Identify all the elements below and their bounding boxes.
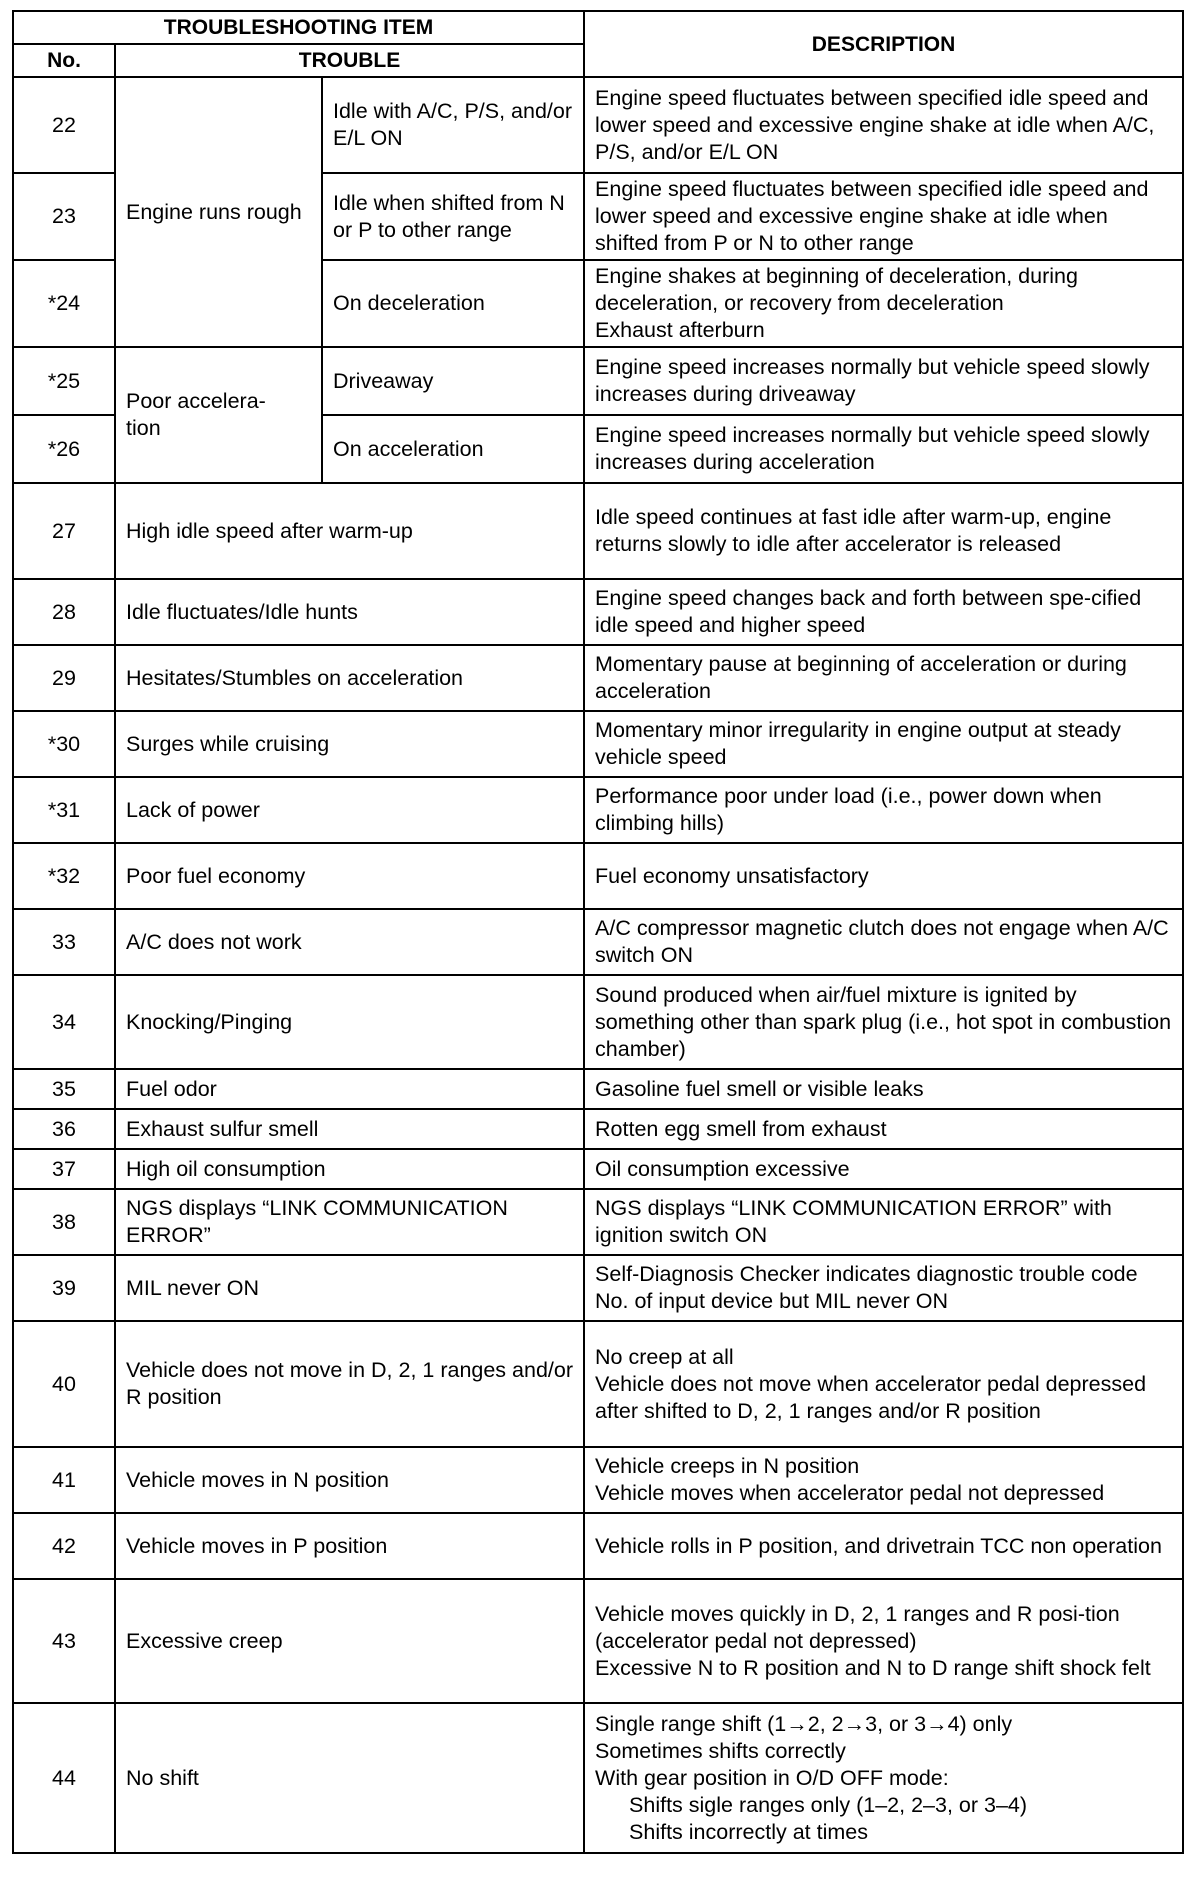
- description: [584, 579, 1183, 645]
- description-line: Engine speed increases normally but vehicle speed slowly increases during driveaway: [595, 355, 1150, 406]
- trouble: Surges while cruising: [115, 711, 584, 777]
- trouble-sub: Idle with A/C, P/S, and/or E/L ON: [322, 77, 584, 173]
- description: [584, 909, 1183, 975]
- row-number: 38: [13, 1189, 115, 1255]
- description-line: Oil consumption excessive: [595, 1156, 850, 1181]
- description-line: Engine speed fluctuates between specified idle speed and lower speed and excessive engine shake at idle when A/C, P/S, and/or E/L ON: [595, 85, 1155, 164]
- description: [584, 173, 1183, 260]
- description-line-indented: Shifts sigle ranges only (1–2, 2–3, or 3–4): [629, 1792, 1028, 1817]
- trouble: No shift: [115, 1703, 584, 1853]
- table-row: [13, 1149, 1183, 1189]
- description-line: Performance poor under load (i.e., power down when climbing hills): [595, 784, 1102, 835]
- description: [584, 483, 1183, 579]
- table-row: [13, 347, 1183, 415]
- row-number: 43: [13, 1579, 115, 1703]
- trouble: Exhaust sulfur smell: [115, 1109, 584, 1149]
- table-row: [13, 1109, 1183, 1149]
- trouble-sub: Idle when shifted from N or P to other range: [322, 173, 584, 260]
- description: [584, 1255, 1183, 1321]
- row-number: 40: [13, 1321, 115, 1447]
- row-number: 34: [13, 975, 115, 1069]
- description: [584, 1321, 1183, 1447]
- row-number: 22: [13, 77, 115, 173]
- table-row: [13, 1447, 1183, 1513]
- description-line: With gear position in O/D OFF mode:: [595, 1765, 949, 1790]
- row-number: 37: [13, 1149, 115, 1189]
- description: [584, 1069, 1183, 1109]
- row-number: *30: [13, 711, 115, 777]
- description-line: Engine speed changes back and forth between spe-cified idle speed and higher speed: [595, 586, 1142, 637]
- row-number: 29: [13, 645, 115, 711]
- description: [584, 1149, 1183, 1189]
- row-number: 23: [13, 173, 115, 260]
- description-line: Sound produced when air/fuel mixture is ignited by something other than spark plug (i.e., hot spot in combustion chamber): [595, 982, 1172, 1061]
- description-line: Vehicle creeps in N position: [595, 1454, 860, 1478]
- troubleshooting-table: [12, 10, 1184, 1854]
- table-row: [13, 1513, 1183, 1579]
- trouble: Hesitates/Stumbles on acceleration: [115, 645, 584, 711]
- trouble: High oil consumption: [115, 1149, 584, 1189]
- description-line: Self-Diagnosis Checker indicates diagnostic trouble code No. of input device but MIL never ON: [595, 1262, 1138, 1313]
- row-number: 44: [13, 1703, 115, 1853]
- description: [584, 975, 1183, 1069]
- row-number: *25: [13, 347, 115, 415]
- trouble: Fuel odor: [115, 1069, 584, 1109]
- description: [584, 1579, 1183, 1703]
- description-line: Vehicle moves quickly in D, 2, 1 ranges and R posi-tion (accelerator pedal not depressed): [595, 1601, 1120, 1653]
- row-number: 28: [13, 579, 115, 645]
- row-number: *24: [13, 260, 115, 347]
- row-number: 27: [13, 483, 115, 579]
- description-line: Engine shakes at beginning of deceleration, during deceleration, or recovery from deceleration: [595, 264, 1078, 315]
- row-number: *32: [13, 843, 115, 909]
- trouble-category: Poor accelera- tion: [115, 347, 322, 483]
- table-row: [13, 483, 1183, 579]
- trouble: Vehicle does not move in D, 2, 1 ranges and/or R position: [115, 1321, 584, 1447]
- trouble: Lack of power: [115, 777, 584, 843]
- description: [584, 1189, 1183, 1255]
- description-line: Fuel economy unsatisfactory: [595, 863, 869, 888]
- description-line: Engine speed increases normally but vehicle speed slowly increases during acceleration: [595, 423, 1150, 474]
- trouble: NGS displays “LINK COMMUNICATION ERROR”: [115, 1189, 584, 1255]
- description-line: Sometimes shifts correctly: [595, 1738, 846, 1763]
- description: [584, 1447, 1183, 1513]
- description-line: Single range shift (1→2, 2→3, or 3→4) only: [595, 1711, 1013, 1736]
- trouble: Excessive creep: [115, 1579, 584, 1703]
- description-line: Vehicle rolls in P position, and drivetrain TCC non operation: [595, 1533, 1162, 1558]
- description: [584, 77, 1183, 173]
- description: [584, 645, 1183, 711]
- header-row: [13, 11, 1183, 44]
- description-line: Idle speed continues at fast idle after warm-up, engine returns slowly to idle after accelerator is released: [595, 505, 1112, 556]
- trouble-sub: Driveaway: [322, 347, 584, 415]
- description-line: A/C compressor magnetic clutch does not engage when A/C switch ON: [595, 916, 1169, 967]
- trouble-sub: On deceleration: [322, 260, 584, 347]
- description-line: Momentary pause at beginning of acceleration or during acceleration: [595, 652, 1127, 703]
- trouble: MIL never ON: [115, 1255, 584, 1321]
- trouble: Vehicle moves in N position: [115, 1447, 584, 1513]
- trouble-sub: On acceleration: [322, 415, 584, 483]
- description-line: Vehicle moves when accelerator pedal not depressed: [595, 1481, 1105, 1505]
- description: [584, 1109, 1183, 1149]
- table-row: [13, 909, 1183, 975]
- row-number: 39: [13, 1255, 115, 1321]
- description: [584, 777, 1183, 843]
- description-line: Gasoline fuel smell or visible leaks: [595, 1076, 924, 1101]
- table-row: [13, 579, 1183, 645]
- description: [584, 347, 1183, 415]
- description-line: Momentary minor irregularity in engine output at steady vehicle speed: [595, 718, 1121, 769]
- row-number: 41: [13, 1447, 115, 1513]
- table-row: [13, 843, 1183, 909]
- row-number: *31: [13, 777, 115, 843]
- description-line: Exhaust afterburn: [595, 318, 765, 342]
- description: [584, 1703, 1183, 1853]
- description: [584, 843, 1183, 909]
- table-row: [13, 645, 1183, 711]
- description-line: Excessive N to R position and N to D range shift shock felt: [595, 1655, 1151, 1680]
- table-row: [13, 1255, 1183, 1321]
- table-row: [13, 77, 1183, 173]
- row-number: 42: [13, 1513, 115, 1579]
- table-row: [13, 1579, 1183, 1703]
- description: [584, 1513, 1183, 1579]
- description-line: No creep at all: [595, 1344, 734, 1369]
- trouble: Poor fuel economy: [115, 843, 584, 909]
- trouble: High idle speed after warm-up: [115, 483, 584, 579]
- table-row: [13, 1321, 1183, 1447]
- row-number: *26: [13, 415, 115, 483]
- table-row: [13, 777, 1183, 843]
- trouble-category: Engine runs rough: [115, 77, 322, 347]
- description-line: Engine speed fluctuates between specified idle speed and lower speed and excessive engine shake at idle when shifted from P or N to other range: [595, 177, 1149, 255]
- description: [584, 260, 1183, 347]
- trouble: Vehicle moves in P position: [115, 1513, 584, 1579]
- description-header: DESCRIPTION: [584, 11, 1183, 77]
- trouble: A/C does not work: [115, 909, 584, 975]
- troubleshooting-item-header: TROUBLESHOOTING ITEM: [13, 11, 584, 44]
- trouble: Knocking/Pinging: [115, 975, 584, 1069]
- description-line: Rotten egg smell from exhaust: [595, 1116, 887, 1141]
- description-line: Vehicle does not move when accelerator pedal depressed after shifted to D, 2, 1 ranges and/or R position: [595, 1371, 1147, 1423]
- table-row: [13, 975, 1183, 1069]
- trouble: Idle fluctuates/Idle hunts: [115, 579, 584, 645]
- no-header: No.: [13, 44, 115, 77]
- row-number: 33: [13, 909, 115, 975]
- table-row: [13, 711, 1183, 777]
- row-number: 36: [13, 1109, 115, 1149]
- trouble-header: TROUBLE: [115, 44, 584, 77]
- table-row: [13, 1069, 1183, 1109]
- table-row: [13, 1189, 1183, 1255]
- description-line-indented: Shifts incorrectly at times: [629, 1819, 868, 1844]
- table-row: [13, 1703, 1183, 1853]
- description: [584, 415, 1183, 483]
- description-line: NGS displays “LINK COMMUNICATION ERROR” with ignition switch ON: [595, 1196, 1112, 1247]
- row-number: 35: [13, 1069, 115, 1109]
- description: [584, 711, 1183, 777]
